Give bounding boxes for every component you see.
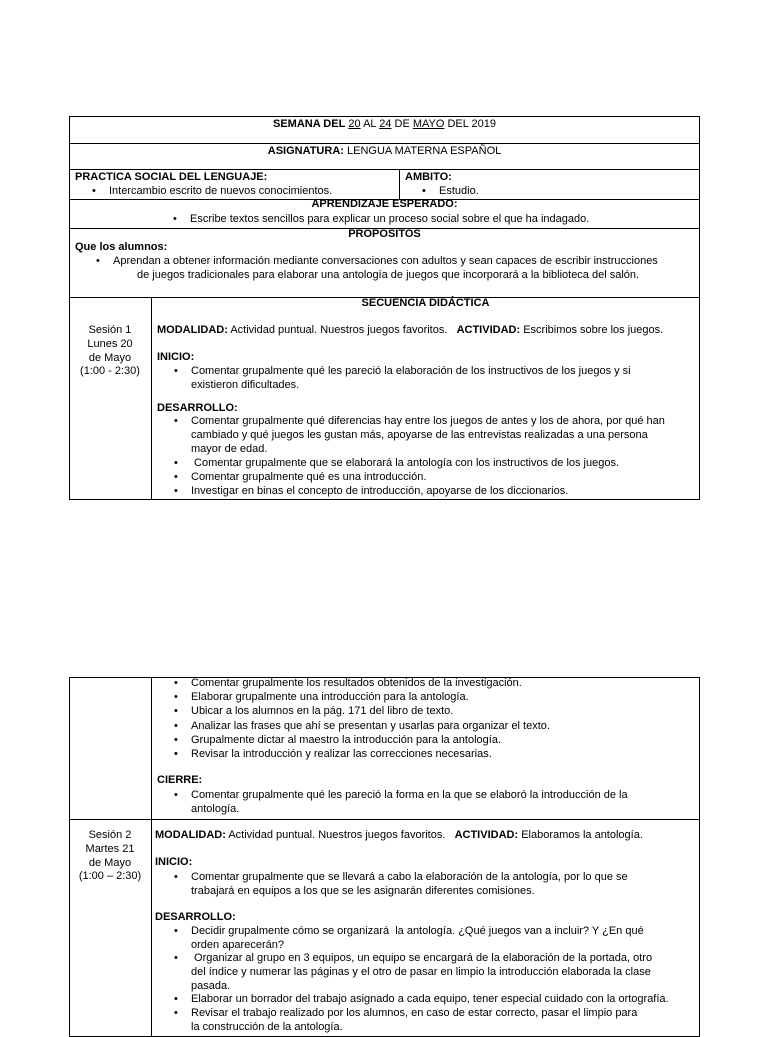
ambito-label: AMBITO:: [405, 171, 452, 183]
purposes-label: PROPOSITOS: [348, 228, 421, 240]
purposes-intro: Que los alumnos:: [75, 241, 168, 253]
subject-title: ASIGNATURA: LENGUA MATERNA ESPAÑOL: [267, 145, 502, 157]
session2-date: Sesión 2 Martes 21 de Mayo (1:00 – 2:30): [78, 829, 142, 883]
row-divider: [69, 169, 700, 170]
session1-inicio-label: INICIO:: [157, 351, 195, 363]
didactic-sequence-label: SECUENCIA DIDÁCTICA: [361, 297, 490, 309]
week-title: SEMANA DEL 20 AL 24 DE MAYO DEL 2019: [272, 118, 497, 130]
session1-desarrollo-label: DESARROLLO:: [157, 402, 238, 414]
cierre-label: CIERRE:: [157, 774, 203, 786]
session2-modalidad: MODALIDAD: Actividad puntual. Nuestros juegos favoritos. ACTIVIDAD: Elaboramos la antología.: [155, 829, 643, 841]
session1-modalidad: MODALIDAD: Actividad puntual. Nuestros juegos favoritos. ACTIVIDAD: Escribimos sobre los juegos.: [157, 324, 664, 336]
column-divider: [151, 677, 152, 1037]
expected-learning-label: APRENDIZAJE ESPERADO:: [311, 198, 458, 210]
row-divider: [69, 143, 700, 144]
practice-label: PRACTICA SOCIAL DEL LENGUAJE:: [75, 171, 268, 183]
column-divider: [151, 297, 152, 500]
row-divider: [69, 819, 700, 820]
session2-desarrollo-label: DESARROLLO:: [155, 911, 236, 923]
column-divider: [399, 169, 400, 199]
session2-inicio-label: INICIO:: [155, 856, 193, 868]
session1-date: Sesión 1 Lunes 20 de Mayo (1:00 - 2:30): [80, 324, 140, 378]
purposes-item-cont: de juegos tradicionales para elaborar una antología de juegos que incorporará a la biblioteca del salón.: [137, 269, 640, 281]
